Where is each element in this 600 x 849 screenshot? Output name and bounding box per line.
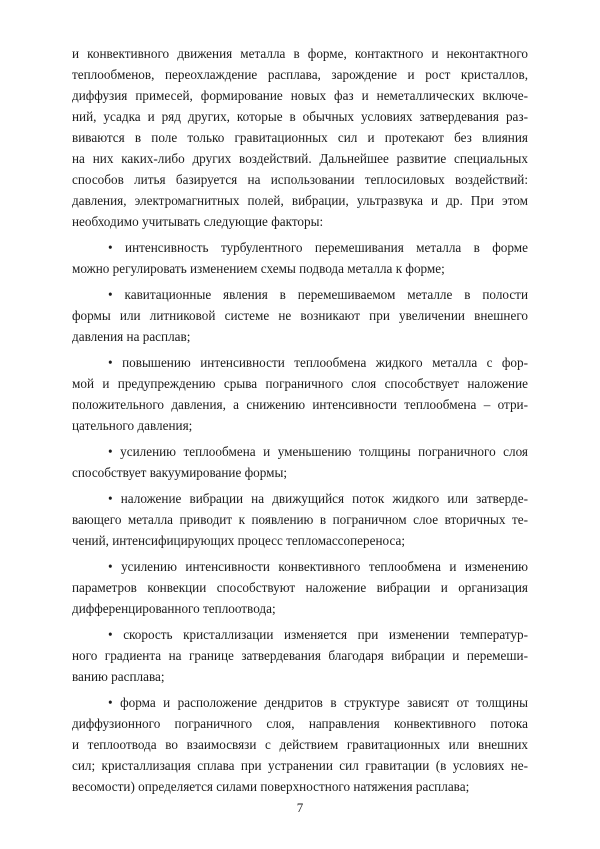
line-text: способов литья базируется на использовании теплосиловых воздействий: — [72, 172, 528, 187]
text-line — [72, 776, 528, 797]
bullet-item — [72, 441, 528, 483]
bullet-marker: • — [108, 240, 113, 255]
line-text: давления на расплав; — [72, 329, 191, 344]
text-line — [72, 258, 528, 279]
text-line — [72, 462, 528, 483]
text-line — [72, 441, 528, 462]
text-line — [72, 692, 528, 713]
text-line — [72, 106, 528, 127]
line-text: ного градиента на границе затвердевания благодаря вибрации и перемеши- — [72, 648, 528, 663]
line-text: кавитационные явления в перемешиваемом металле в полости — [124, 287, 528, 302]
line-text: усилению теплообмена и уменьшению толщины пограничного слоя — [120, 444, 528, 459]
line-text: положительного давления, а снижению интенсивности теплообмена – отри- — [72, 397, 528, 412]
line-text: теплообменов, переохлаждение расплава, зарождение и рост кристаллов, — [72, 67, 528, 82]
text-line — [72, 556, 528, 577]
text-line — [72, 305, 528, 326]
bullet-marker: • — [108, 627, 113, 642]
line-text: мой и предупреждению срыва пограничного слоя способствует наложение — [72, 376, 528, 391]
text-line — [72, 624, 528, 645]
bullet-marker: • — [108, 695, 113, 710]
line-text: диффузия примесей, формирование новых фаз и неметаллических включе- — [72, 88, 528, 103]
line-text: цательного давления; — [72, 418, 193, 433]
line-text: форма и расположение дендритов в структуре зависят от толщины — [120, 695, 528, 710]
text-line — [72, 755, 528, 776]
text-line — [72, 530, 528, 551]
text-line — [72, 211, 528, 232]
text-line — [72, 326, 528, 347]
line-text: на них каких-либо других воздействий. Дальнейшее развитие специальных — [72, 151, 528, 166]
paragraph — [72, 43, 528, 232]
line-text: скорость кристаллизации изменяется при изменении температур- — [123, 627, 528, 642]
text-line — [72, 43, 528, 64]
text-line — [72, 713, 528, 734]
line-text: сил; кристаллизация сплава при устранении сил гравитации (в условиях не- — [72, 758, 528, 773]
text-line — [72, 190, 528, 211]
bullet-marker: • — [108, 559, 113, 574]
line-text: виваются в поле только гравитационных сил и протекают без влияния — [72, 130, 528, 145]
bullet-item — [72, 237, 528, 279]
line-text: и теплоотвода во взаимосвязи с действием гравитационных или внешних — [72, 737, 528, 752]
text-line — [72, 352, 528, 373]
bullet-item — [72, 624, 528, 687]
text-line — [72, 415, 528, 436]
line-text: давления, электромагнитных полей, вибрации, ультразвука и др. При этом — [72, 193, 528, 208]
document-body — [72, 43, 528, 797]
text-line — [72, 373, 528, 394]
line-text: интенсивность турбулентного перемешивания металла в форме — [125, 240, 528, 255]
text-line — [72, 577, 528, 598]
line-text: дифференцированного теплоотвода; — [72, 601, 276, 616]
text-line — [72, 394, 528, 415]
bullet-item — [72, 692, 528, 797]
text-line — [72, 284, 528, 305]
bullet-item — [72, 556, 528, 619]
line-text: диффузионного пограничного слоя, направления конвективного потока — [72, 716, 528, 731]
line-text: чений, интенсифицирующих процесс тепломассопереноса; — [72, 533, 405, 548]
line-text: способствует вакуумирование формы; — [72, 465, 288, 480]
page-number: 7 — [296, 800, 304, 815]
text-line — [72, 85, 528, 106]
text-line — [72, 488, 528, 509]
line-text: ний, усадка и ряд других, которые в обычных условиях затвердевания раз- — [72, 109, 528, 124]
line-text: и конвективного движения металла в форме, контактного и неконтактного — [72, 46, 528, 61]
bullet-marker: • — [108, 444, 113, 459]
text-line — [72, 509, 528, 530]
line-text: параметров конвекции способствуют наложение вибрации и организация — [72, 580, 528, 595]
line-text: вающего металла приводит к появлению в пограничном слое вторичных те- — [72, 512, 528, 527]
line-text: весомости) определяется силами поверхностного натяжения расплава; — [72, 779, 470, 794]
bullet-item — [72, 488, 528, 551]
bullet-marker: • — [108, 491, 113, 506]
text-line — [72, 169, 528, 190]
line-text: можно регулировать изменением схемы подвода металла к форме; — [72, 261, 445, 276]
text-line — [72, 598, 528, 619]
text-line — [72, 64, 528, 85]
bullet-item — [72, 352, 528, 436]
text-line — [72, 127, 528, 148]
line-text: ванию расплава; — [72, 669, 165, 684]
line-text: усилению интенсивности конвективного теплообмена и изменению — [121, 559, 528, 574]
line-text: необходимо учитывать следующие факторы: — [72, 214, 324, 229]
line-text: повышению интенсивности теплообмена жидкого металла с фор- — [122, 355, 528, 370]
line-text: наложение вибрации на движущийся поток жидкого или затверде- — [120, 491, 528, 506]
bullet-marker: • — [108, 287, 113, 302]
line-text: формы или литниковой системе не возникают при увеличении внешнего — [72, 308, 528, 323]
bullet-marker: • — [108, 355, 113, 370]
text-line — [72, 148, 528, 169]
text-line — [72, 645, 528, 666]
text-line — [72, 237, 528, 258]
text-line — [72, 734, 528, 755]
text-line — [72, 666, 528, 687]
bullet-item — [72, 284, 528, 347]
